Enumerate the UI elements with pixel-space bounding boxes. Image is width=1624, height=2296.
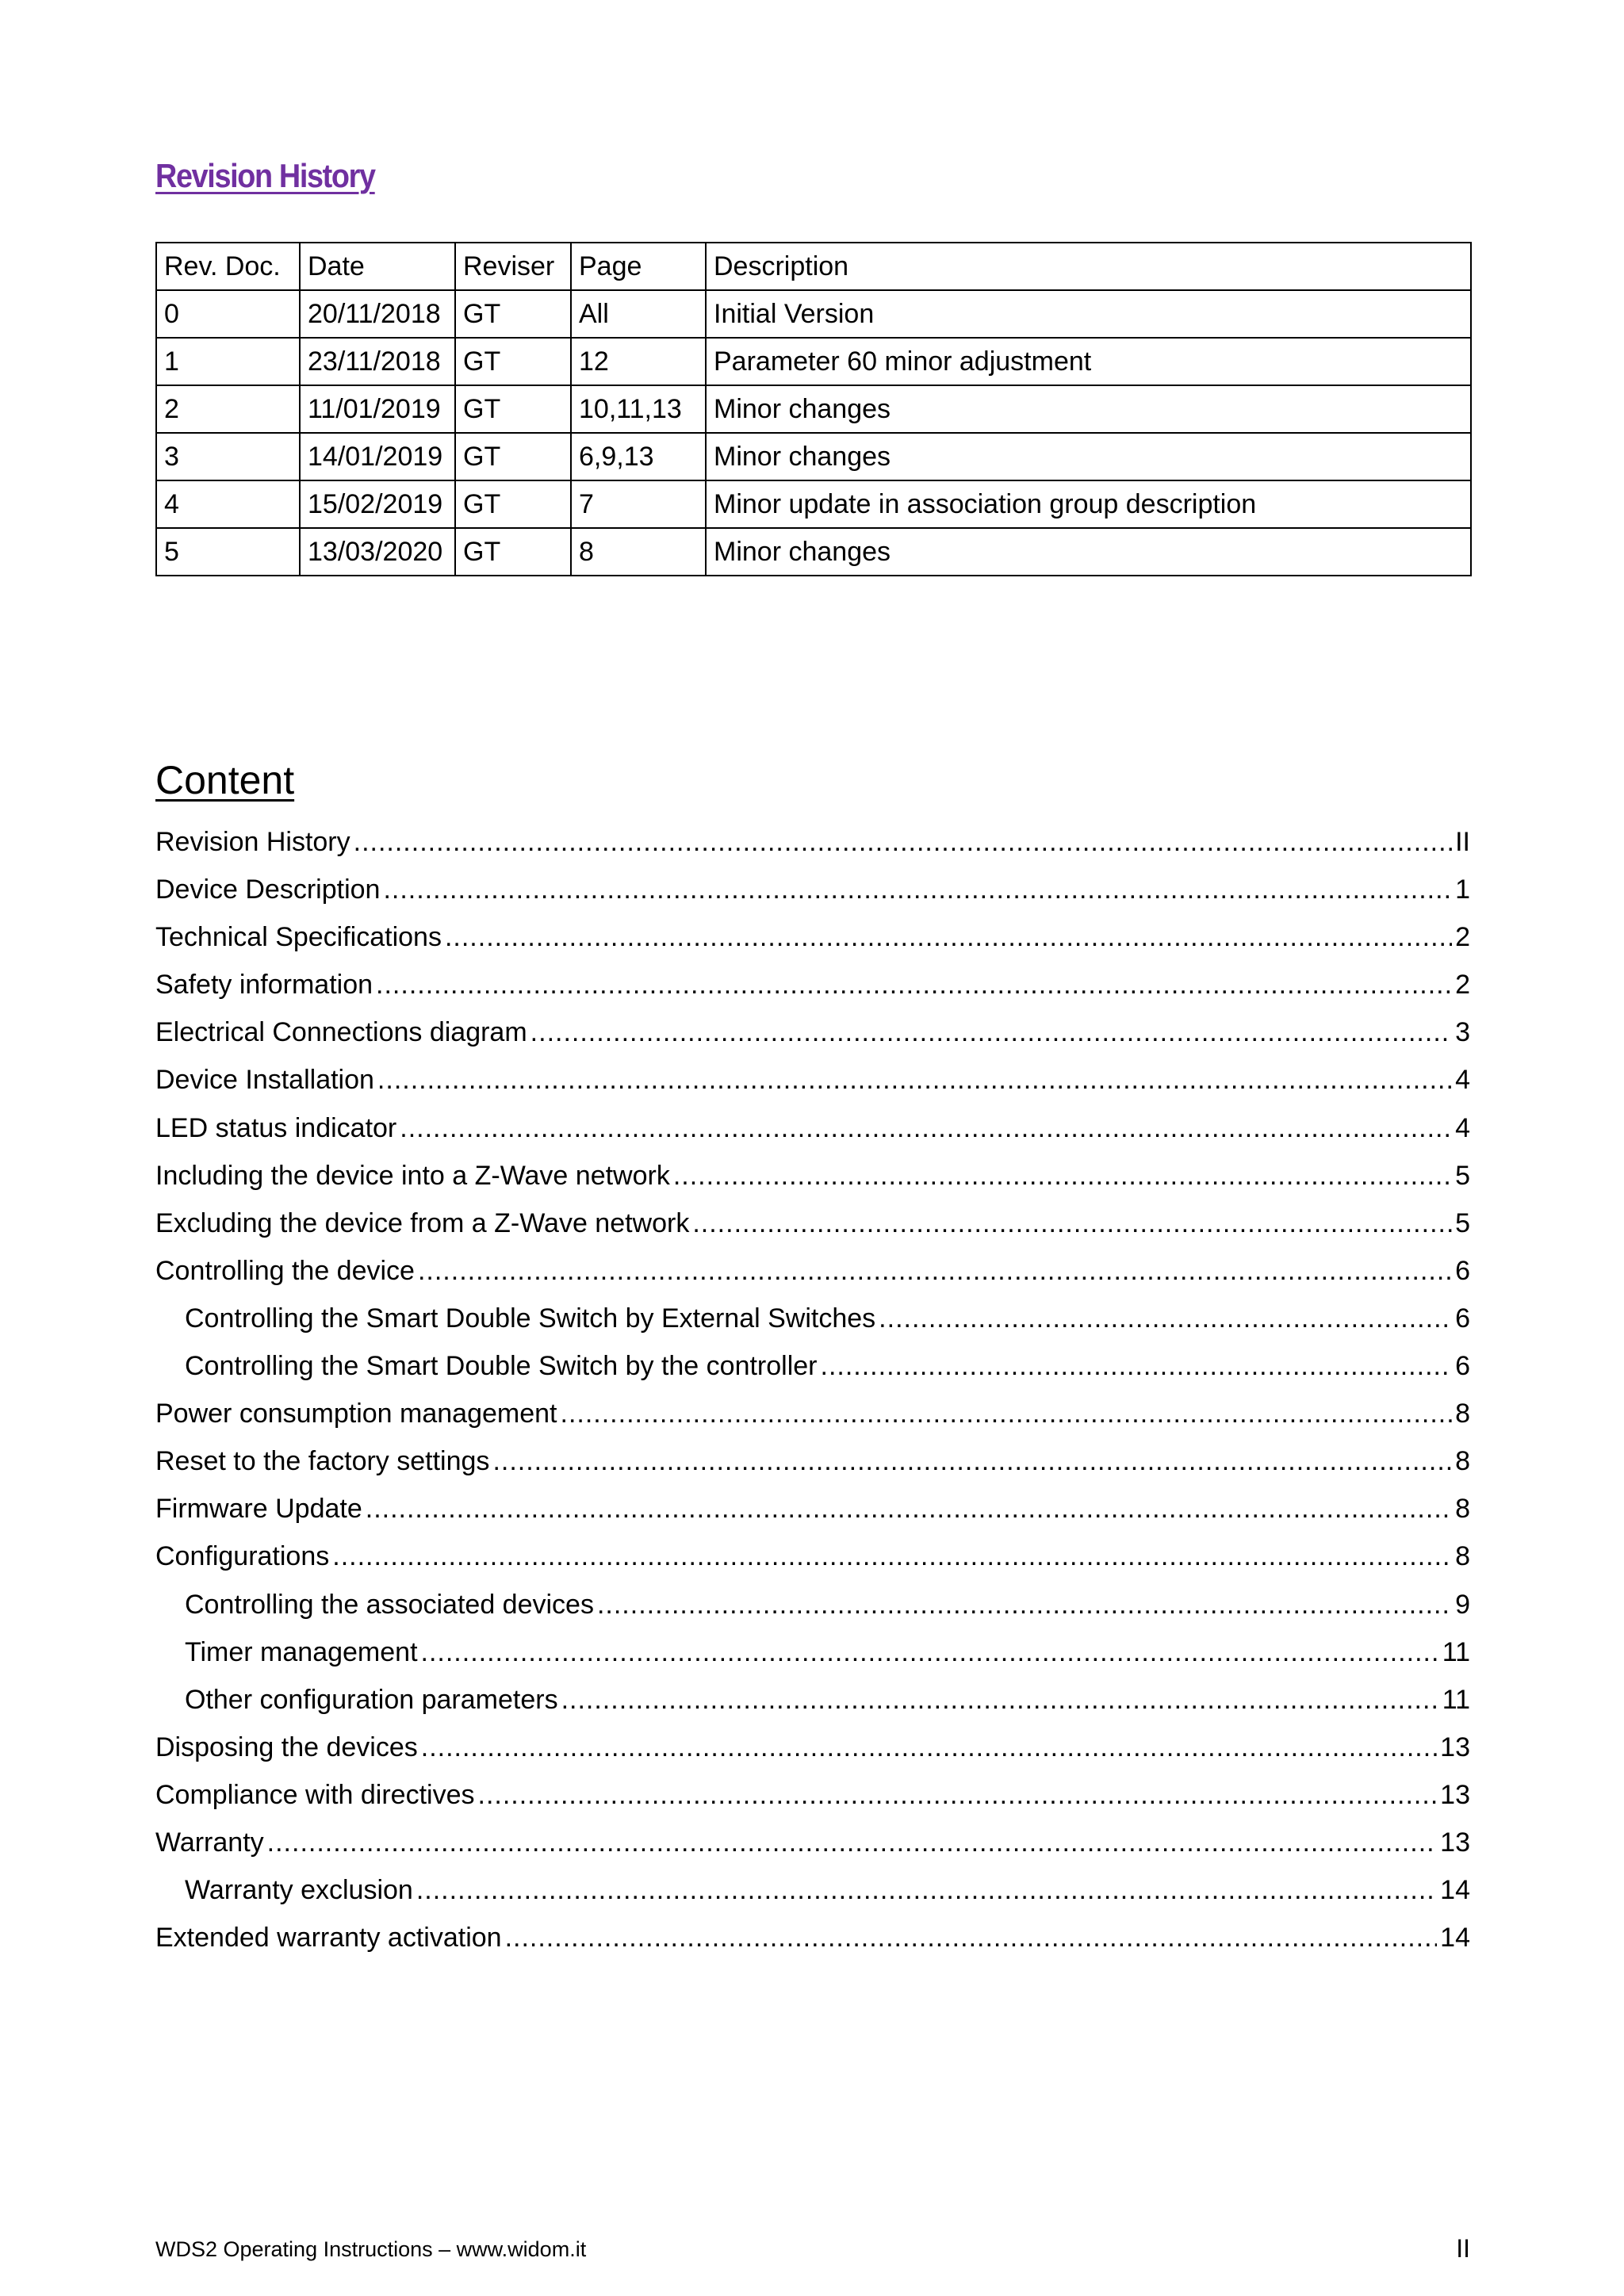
- toc-page: 11: [1442, 1636, 1470, 1667]
- toc-entry[interactable]: [155, 1390, 1470, 1437]
- toc-page: 3: [1455, 1017, 1470, 1048]
- table-row: [156, 480, 1471, 528]
- header-description: Description: [706, 243, 1471, 290]
- cell-page: 12: [571, 338, 706, 385]
- toc-leader: [376, 961, 1452, 1008]
- toc-subentry[interactable]: [155, 1628, 1470, 1676]
- toc-page: 6: [1455, 1303, 1470, 1334]
- toc-label: Warranty exclusion: [185, 1875, 413, 1906]
- toc-leader: [879, 1295, 1452, 1342]
- toc-page: 5: [1455, 1160, 1470, 1191]
- toc-page: 6: [1455, 1351, 1470, 1382]
- cell-date: 14/01/2019: [300, 433, 455, 480]
- toc-leader: [597, 1581, 1452, 1628]
- toc-label: Configurations: [155, 1541, 330, 1572]
- toc-label: Controlling the device: [155, 1255, 415, 1286]
- toc-leader: [383, 866, 1452, 913]
- toc-leader: [561, 1676, 1439, 1724]
- toc-page: 14: [1440, 1875, 1470, 1906]
- toc-subentry[interactable]: [155, 1676, 1470, 1724]
- table-row: [156, 433, 1471, 480]
- toc-entry[interactable]: [155, 1152, 1470, 1200]
- toc-leader: [416, 1866, 1437, 1914]
- toc-leader: [354, 818, 1452, 866]
- toc-page: 13: [1440, 1827, 1470, 1858]
- toc-entry[interactable]: [155, 1104, 1470, 1152]
- table-row: [156, 528, 1471, 576]
- toc-leader: [821, 1342, 1453, 1390]
- cell-page: 10,11,13: [571, 385, 706, 433]
- toc-entry[interactable]: [155, 1819, 1470, 1866]
- toc-page: 4: [1455, 1065, 1470, 1096]
- toc-leader: [505, 1914, 1438, 1961]
- toc-page: 8: [1455, 1446, 1470, 1477]
- toc-label: Electrical Connections diagram: [155, 1017, 527, 1048]
- toc-label: Device Description: [155, 874, 381, 905]
- cell-rev: 1: [156, 338, 300, 385]
- toc-entry[interactable]: [155, 1200, 1470, 1247]
- toc-label: Technical Specifications: [155, 922, 442, 953]
- toc-leader: [377, 1056, 1452, 1104]
- content-title: Content: [155, 758, 295, 802]
- toc-label: Excluding the device from a Z-Wave network: [155, 1207, 690, 1238]
- toc-leader: [561, 1390, 1453, 1437]
- cell-page: 7: [571, 480, 706, 528]
- cell-rev: 2: [156, 385, 300, 433]
- toc-entry[interactable]: [155, 1056, 1470, 1104]
- toc-leader: [400, 1104, 1452, 1152]
- cell-page: 8: [571, 528, 706, 576]
- toc-page: 8: [1455, 1494, 1470, 1525]
- cell-description: Minor changes: [706, 385, 1471, 433]
- header-rev-doc: Rev. Doc.: [156, 243, 300, 290]
- toc-label: Including the device into a Z-Wave network: [155, 1160, 670, 1191]
- toc-page: 13: [1440, 1779, 1470, 1810]
- cell-reviser: GT: [455, 480, 571, 528]
- toc-subentry[interactable]: [155, 1295, 1470, 1342]
- toc-label: LED status indicator: [155, 1112, 397, 1143]
- toc-page: 11: [1442, 1684, 1470, 1715]
- footer-text: WDS2 Operating Instructions – www.widom.it: [155, 2237, 587, 2261]
- toc-leader: [492, 1437, 1452, 1485]
- cell-description: Minor update in association group description: [706, 480, 1471, 528]
- toc-leader: [445, 913, 1452, 961]
- cell-description: Minor changes: [706, 528, 1471, 576]
- toc-leader: [478, 1771, 1438, 1819]
- toc-page: 9: [1455, 1589, 1470, 1620]
- toc-label: Controlling the Smart Double Switch by the controller: [185, 1351, 818, 1382]
- cell-date: 13/03/2020: [300, 528, 455, 576]
- header-reviser: Reviser: [455, 243, 571, 290]
- cell-reviser: GT: [455, 433, 571, 480]
- cell-page: All: [571, 290, 706, 338]
- cell-reviser: GT: [455, 338, 571, 385]
- toc-label: Timer management: [185, 1636, 418, 1667]
- toc-leader: [530, 1008, 1452, 1056]
- table-row: [156, 338, 1471, 385]
- toc-leader: [421, 1628, 1439, 1676]
- table-row: [156, 385, 1471, 433]
- toc-leader: [418, 1247, 1452, 1295]
- cell-description: Minor changes: [706, 433, 1471, 480]
- toc-page: 2: [1455, 970, 1470, 1001]
- toc-page: 4: [1455, 1112, 1470, 1143]
- toc-page: 13: [1440, 1732, 1470, 1762]
- header-date: Date: [300, 243, 455, 290]
- toc-label: Safety information: [155, 970, 373, 1001]
- cell-date: 15/02/2019: [300, 480, 455, 528]
- toc-label: Disposing the devices: [155, 1732, 418, 1762]
- toc-leader: [366, 1485, 1452, 1533]
- toc-page: 1: [1455, 874, 1470, 905]
- cell-rev: 3: [156, 433, 300, 480]
- toc-entry[interactable]: [155, 961, 1470, 1008]
- toc-label: Extended warranty activation: [155, 1923, 502, 1954]
- toc-page: 5: [1455, 1207, 1470, 1238]
- toc-leader: [673, 1152, 1452, 1200]
- toc-entry[interactable]: [155, 1914, 1470, 1961]
- cell-rev: 4: [156, 480, 300, 528]
- toc-page: 2: [1455, 922, 1470, 953]
- cell-page: 6,9,13: [571, 433, 706, 480]
- toc-page: 14: [1440, 1923, 1470, 1954]
- toc-label: Warranty: [155, 1827, 264, 1858]
- footer-page-number: II: [1456, 2234, 1470, 2263]
- toc-leader: [421, 1724, 1437, 1771]
- toc-label: Controlling the associated devices: [185, 1589, 594, 1620]
- cell-reviser: GT: [455, 385, 571, 433]
- toc-subentry[interactable]: [155, 1581, 1470, 1628]
- toc-label: Reset to the factory settings: [155, 1446, 490, 1477]
- cell-rev: 0: [156, 290, 300, 338]
- cell-date: 11/01/2019: [300, 385, 455, 433]
- cell-description: Parameter 60 minor adjustment: [706, 338, 1471, 385]
- toc-page: 6: [1455, 1255, 1470, 1286]
- cell-date: 20/11/2018: [300, 290, 455, 338]
- cell-description: Initial Version: [706, 290, 1471, 338]
- cell-date: 23/11/2018: [300, 338, 455, 385]
- cell-reviser: GT: [455, 290, 571, 338]
- toc-label: Firmware Update: [155, 1494, 362, 1525]
- toc-leader: [267, 1819, 1438, 1866]
- toc-subentry[interactable]: [155, 1342, 1470, 1390]
- toc-page: II: [1455, 827, 1470, 857]
- toc-subentry[interactable]: [155, 1866, 1470, 1914]
- toc-page: 8: [1455, 1399, 1470, 1429]
- toc-label: Compliance with directives: [155, 1779, 475, 1810]
- toc-label: Device Installation: [155, 1065, 374, 1096]
- toc-page: 8: [1455, 1541, 1470, 1572]
- table-header-row: [156, 243, 1471, 290]
- toc-entry[interactable]: [155, 1247, 1470, 1295]
- toc-entry[interactable]: [155, 1485, 1470, 1533]
- table-row: [156, 290, 1471, 338]
- revision-history-title: Revision History: [155, 157, 375, 194]
- header-page: Page: [571, 243, 706, 290]
- toc-label: Controlling the Smart Double Switch by External Switches: [185, 1303, 876, 1334]
- toc-entry[interactable]: [155, 913, 1470, 961]
- toc-label: Other configuration parameters: [185, 1684, 558, 1715]
- toc-entry[interactable]: [155, 1724, 1470, 1771]
- toc-entry[interactable]: [155, 1533, 1470, 1580]
- toc-entry[interactable]: [155, 1437, 1470, 1485]
- toc-label: Revision History: [155, 827, 350, 857]
- toc-entry[interactable]: [155, 1008, 1470, 1056]
- toc-entry[interactable]: [155, 818, 1470, 866]
- toc-entry[interactable]: [155, 1771, 1470, 1819]
- revision-table: [155, 242, 1472, 576]
- toc-leader: [332, 1533, 1452, 1580]
- toc-label: Power consumption management: [155, 1399, 557, 1429]
- cell-reviser: GT: [455, 528, 571, 576]
- toc-entry[interactable]: [155, 866, 1470, 913]
- toc-leader: [692, 1200, 1452, 1247]
- table-of-contents: [155, 818, 1470, 1961]
- cell-rev: 5: [156, 528, 300, 576]
